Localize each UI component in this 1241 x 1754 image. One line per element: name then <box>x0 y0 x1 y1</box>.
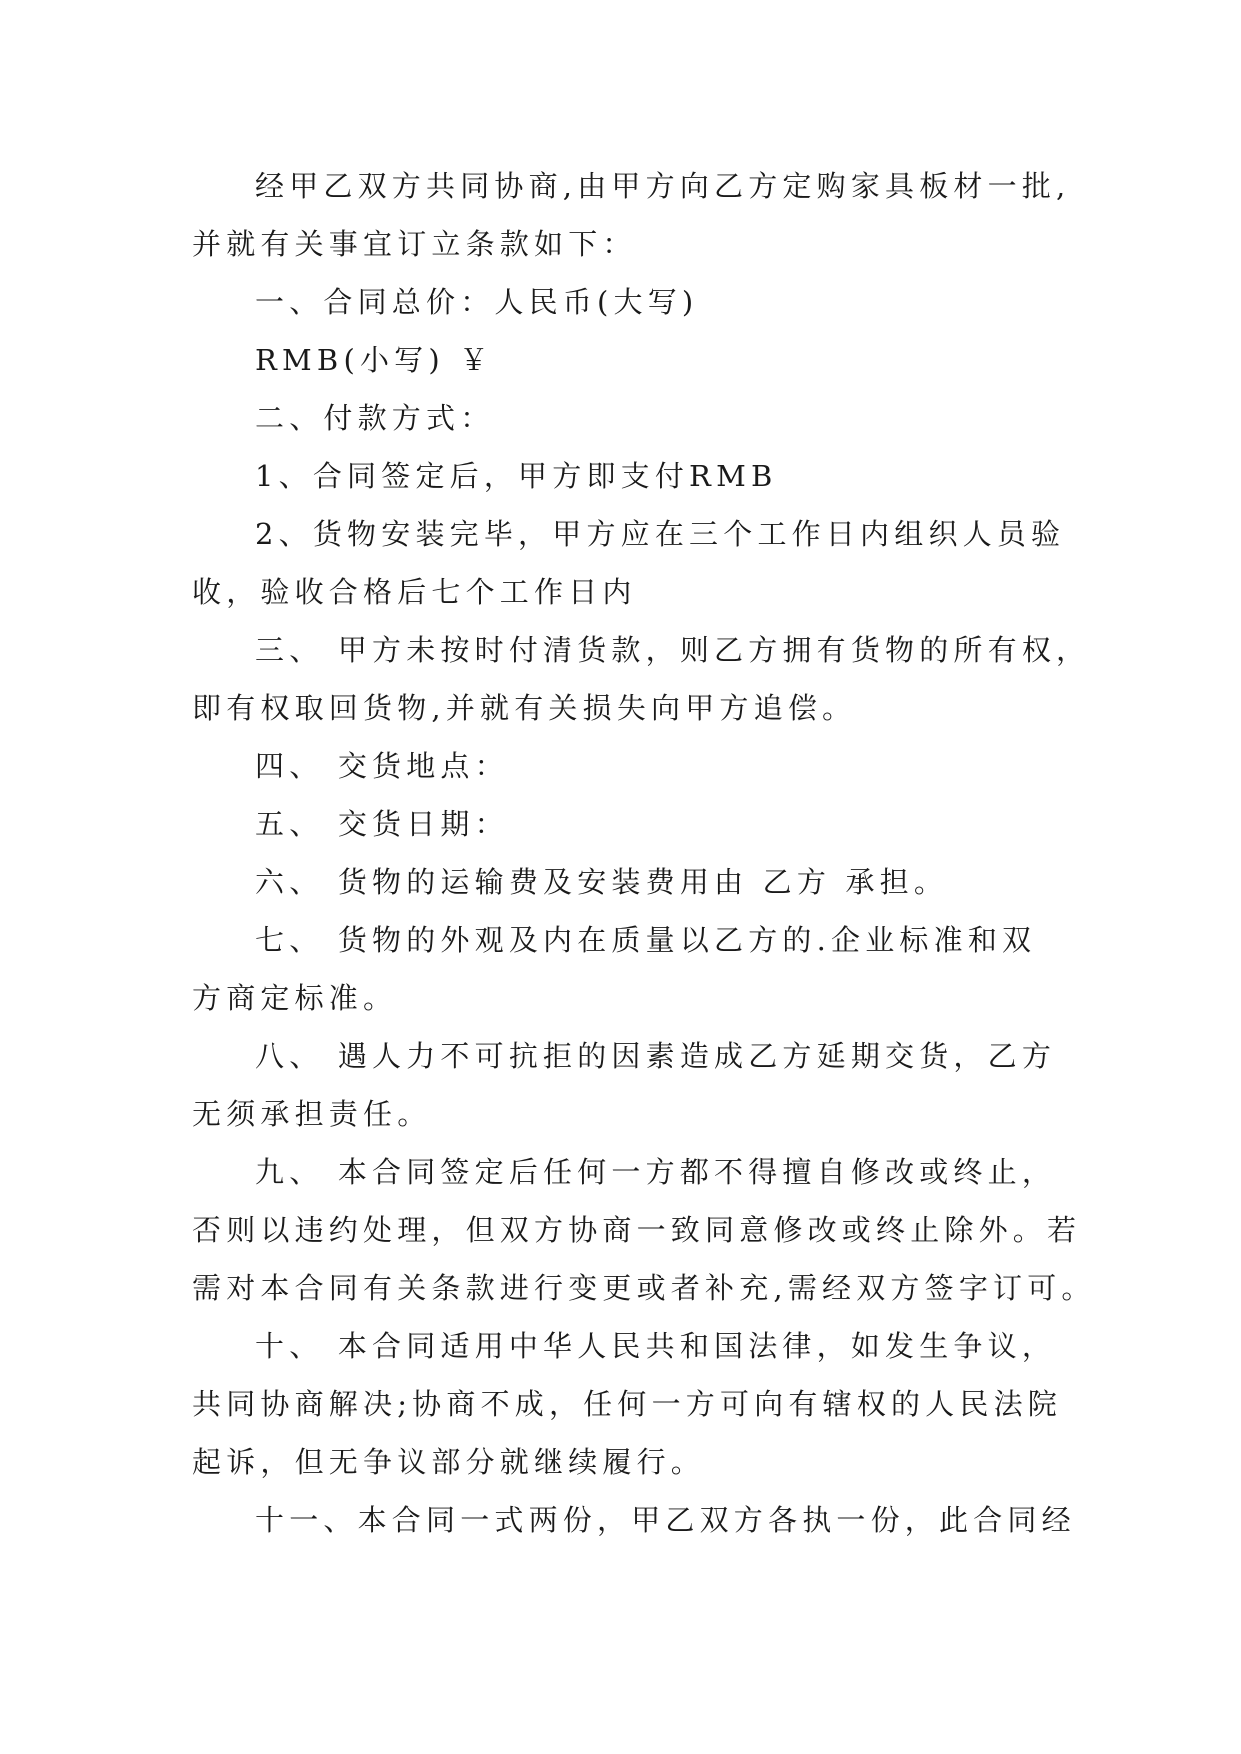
clause-9-line-1: 九、 本合同签定后任何一方都不得擅自修改或终止， <box>255 1155 1057 1189</box>
clause-5: 五、 交货日期： <box>255 807 509 841</box>
clause-2-item-1: 1、合同签定后，甲方即支付RMB <box>255 459 778 493</box>
clause-9-line-3: 需对本合同有关条款进行变更或者补充,需经双方签字订可。 <box>192 1271 1096 1305</box>
clause-2-title: 二、付款方式： <box>255 401 495 435</box>
clause-8-line-1: 八、 遇人力不可抗拒的因素造成乙方延期交货，乙方 <box>255 1039 1057 1073</box>
clause-3-line-2: 即有权取回货物,并就有关损失向甲方追偿。 <box>192 691 857 725</box>
intro-line-1: 经甲乙双方共同协商,由甲方向乙方定购家具板材一批, <box>255 169 1071 203</box>
clause-10-line-1: 十、 本合同适用中华人民共和国法律，如发生争议， <box>255 1329 1057 1363</box>
clause-11-line-1: 十一、本合同一式两份，甲乙双方各执一份，此合同经 <box>255 1503 1076 1537</box>
clause-8-line-2: 无须承担责任。 <box>192 1097 432 1131</box>
clause-1-total-price: 一、合同总价：人民币(大写) <box>255 285 699 319</box>
clause-3-line-1: 三、 甲方未按时付清货款，则乙方拥有货物的所有权， <box>255 633 1091 667</box>
clause-1-rmb-amount: RMB(小写) ￥ <box>255 343 494 377</box>
clause-2-item-2-line-2: 收，验收合格后七个工作日内 <box>192 575 637 609</box>
clause-6: 六、 货物的运输费及安装费用由 乙方 承担。 <box>255 865 949 899</box>
clause-10-line-2: 共同协商解决;协商不成，任何一方可向有辖权的人民法院 <box>192 1387 1062 1421</box>
clause-7-line-1: 七、 货物的外观及内在质量以乙方的.企业标准和双 <box>255 923 1037 957</box>
clause-2-item-2-line-1: 2、货物安装完毕，甲方应在三个工作日内组织人员验 <box>255 517 1066 551</box>
clause-7-line-2: 方商定标准。 <box>192 981 398 1015</box>
clause-9-line-2: 否则以违约处理，但双方协商一致同意修改或终止除外。若 <box>192 1213 1082 1247</box>
intro-line-2: 并就有关事宜订立条款如下： <box>192 227 637 261</box>
clause-4: 四、 交货地点： <box>255 749 509 783</box>
clause-10-line-3: 起诉，但无争议部分就继续履行。 <box>192 1445 706 1479</box>
